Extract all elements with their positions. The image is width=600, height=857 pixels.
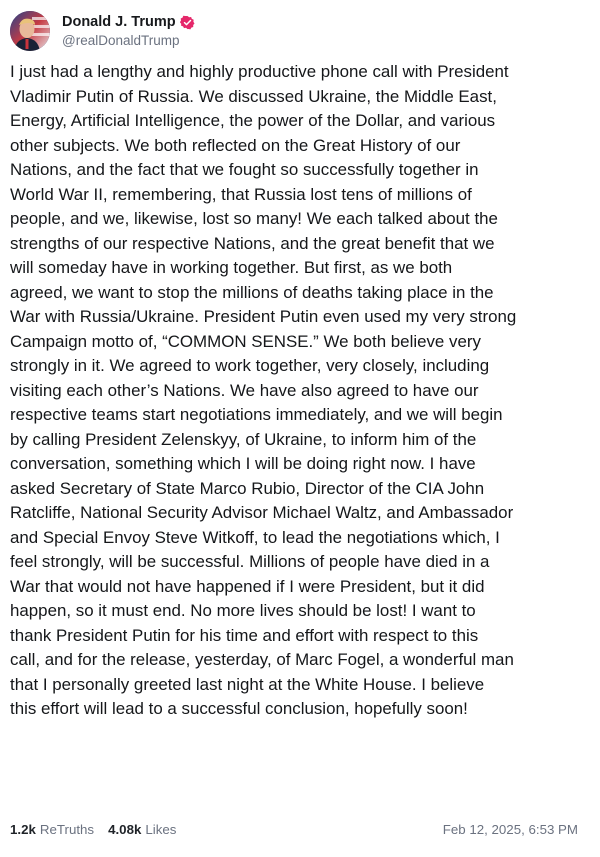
- post-line: agreed, we want to stop the millions of deaths taking place in the: [10, 282, 494, 302]
- avatar-image: [10, 11, 50, 51]
- post-line: I just had a lengthy and highly productive phone call with President: [10, 62, 509, 81]
- post-body: [10, 60, 595, 722]
- display-name-row: [62, 14, 195, 30]
- post-line: asked Secretary of State Marco Rubio, Director of the CIA John: [10, 478, 485, 498]
- post-line: and Special Envoy Steve Witkoff, to lead the negotiations which, I: [10, 527, 500, 547]
- post-line: Energy, Artificial Intelligence, the power of the Dollar, and various: [10, 111, 496, 130]
- post-line: World War II, remembering, that Russia lost tens of millions of: [10, 184, 472, 204]
- post-line: Ratcliffe, National Security Advisor Michael Waltz, and Ambassador: [10, 503, 514, 522]
- post-line: Vladimir Putin of Russia. We discussed Ukraine, the Middle East,: [10, 86, 497, 106]
- post-line: happen, so it must end. No more lives should be lost! I want to: [10, 601, 476, 620]
- post-line: will someday have in working together. But first, as we both: [10, 258, 453, 277]
- post-line: Nations, and the fact that we fought so successfully together in: [10, 160, 479, 179]
- avatar[interactable]: [10, 11, 50, 51]
- post-line: other subjects. We both reflected on the Great History of our: [10, 135, 461, 155]
- post-line: War with Russia/Ukraine. President Putin even used my very strong: [10, 307, 517, 326]
- post-line: that I personally greeted last night at the White House. I believe: [10, 674, 485, 694]
- display-name[interactable]: Donald J. Trump: [62, 14, 176, 30]
- post-line: conversation, something which I will be doing right now. I have: [10, 454, 476, 473]
- likes-count: 4.08k: [108, 821, 142, 837]
- post-header: [10, 9, 195, 53]
- likes-label: Likes: [145, 821, 177, 837]
- post-line: thank President Putin for his time and effort with respect to this: [10, 625, 479, 645]
- post-line: strongly in it. We agreed to work together, very closely, including: [10, 356, 490, 375]
- post-line: feel strongly, will be successful. Millions of people have died in a: [10, 552, 490, 571]
- retruths-count: 1.2k: [10, 821, 36, 837]
- post-line: by calling President Zelenskyy, of Ukraine, to inform him of the: [10, 429, 477, 449]
- retruths-label: ReTruths: [39, 821, 95, 837]
- post-line: people, and we, likewise, lost so many! We each talked about the: [10, 209, 498, 228]
- post-line: War that would not have happened if I were President, but it did: [10, 576, 485, 596]
- post-line: respective teams start negotiations immediately, and we will begin: [10, 405, 503, 424]
- verified-badge-icon: [180, 15, 195, 30]
- retruths-stat[interactable]: [10, 822, 94, 837]
- post-line: this effort will lead to a successful conclusion, hopefully soon!: [10, 699, 468, 718]
- likes-stat[interactable]: [108, 822, 176, 837]
- post-line: strengths of our respective Nations, and the great benefit that we: [10, 233, 495, 253]
- post-line: call, and for the release, yesterday, of Marc Fogel, a wonderful man: [10, 650, 514, 669]
- post-line: Campaign motto of, “COMMON SENSE.” We both believe very: [10, 331, 481, 351]
- post-timestamp[interactable]: Feb 12, 2025, 6:53 PM: [442, 821, 578, 837]
- post-footer: [10, 819, 578, 839]
- author-info: [62, 14, 195, 48]
- post-line: visiting each other’s Nations. We have also agreed to have our: [10, 380, 479, 400]
- author-handle[interactable]: @realDonaldTrump: [62, 33, 180, 48]
